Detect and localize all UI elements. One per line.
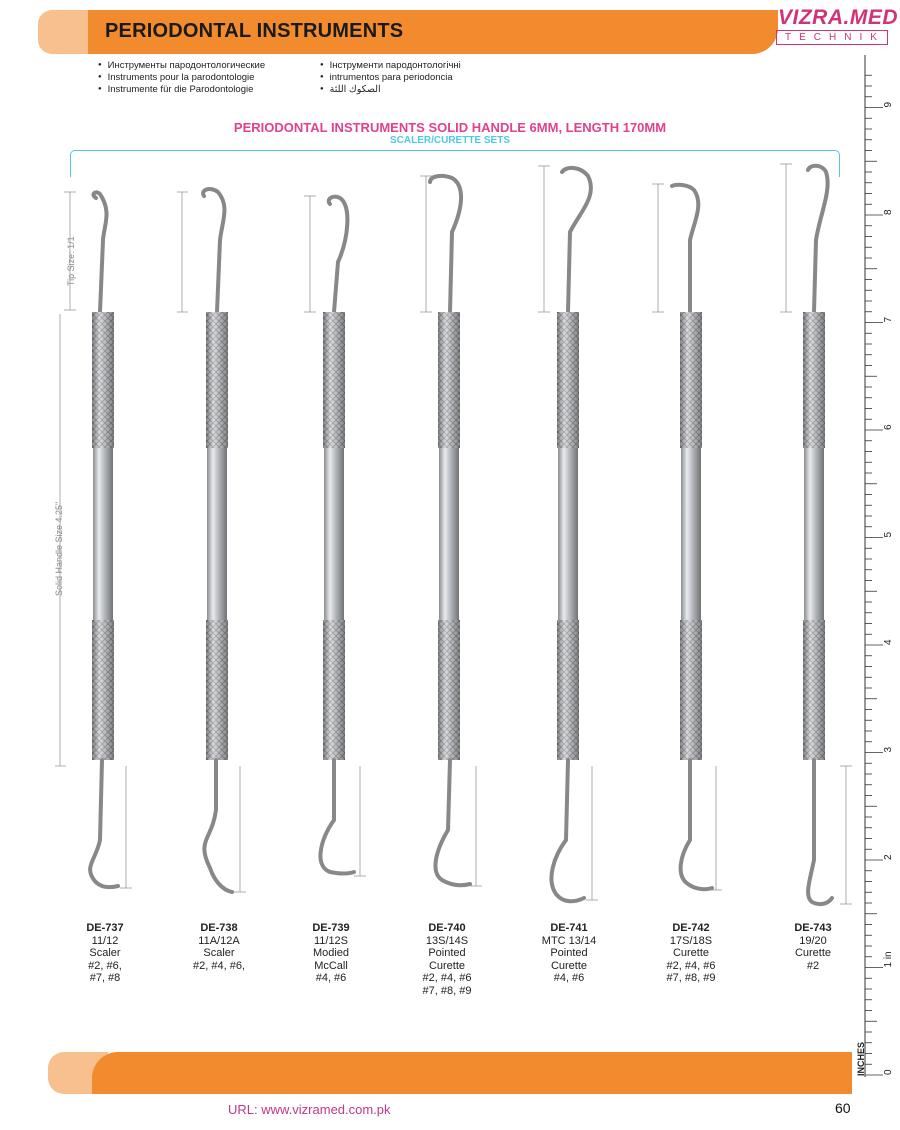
instrument-de-743 [780,164,852,904]
instrument-de-740 [420,176,482,886]
product-code: DE-743 [794,922,832,934]
product-code: DE-738 [200,922,238,934]
product-line: Scaler [203,947,235,959]
instrument-de-739 [304,196,366,876]
ruler-number: 2 [883,854,894,860]
logo-wordmark: VIZRA.MED [778,6,898,29]
product-code: DE-741 [550,922,588,934]
language-item-es: ● intrumentos para periodoncia [320,72,453,83]
instrument-de-738 [177,189,246,892]
product-code: DE-742 [672,922,710,934]
ruler-number: 1 in [883,951,894,968]
section-subtitle: SCALER/CURETTE SETS [389,135,510,146]
product-line: 11/12S [313,934,349,947]
product-line: #2, #4, #6 [422,972,472,984]
product-line: #7, #8, #9 [422,984,472,997]
inch-ruler [855,55,897,1085]
product-line: Pointed [428,947,466,959]
product-label-de-740 [402,922,492,997]
logo-subtitle: TECHNIK [776,30,888,45]
product-line: Scaler [89,947,121,959]
language-item-fr: ● Instruments pour la parodontologie [98,72,254,83]
product-line: Pointed [550,947,588,959]
footer-url[interactable]: URL: www.vizramed.com.pk [228,1102,391,1117]
language-item-ru: ● Инструменты пародонтологические [98,60,265,71]
product-line: Modied [312,947,350,959]
ruler-number: 5 [883,531,894,538]
product-label-de-743 [768,922,858,972]
page-title: PERIODONTAL INSTRUMENTS [105,20,404,42]
instrument-de-742 [652,184,722,890]
product-label-de-737 [60,922,150,985]
ruler-unit-label: INCHES [856,1041,866,1076]
product-label-de-739 [286,922,376,985]
product-line: 11/12 [91,934,119,947]
product-line: #2, #4, #6 [666,959,716,972]
product-line: #7, #8 [89,972,121,984]
ruler-number: 4 [883,639,894,645]
product-line: Curette [794,947,832,959]
language-item-uk: ● Інструменти пародонтологічні [320,60,461,71]
product-label-de-741 [524,922,614,985]
product-line: 11A/12A [198,934,240,947]
product-line: #2 [806,959,820,972]
product-line: #2, #6, [88,959,122,972]
product-code: DE-739 [312,922,350,934]
product-line: Curette [672,947,710,959]
ruler-number: 6 [883,424,894,430]
product-label-de-742 [646,922,736,985]
instrument-de-741 [538,166,598,901]
ruler-number: 9 [883,101,894,108]
product-line: #2, #4, #6, [193,959,245,972]
product-line: MTC 13/14 [541,934,597,947]
product-line: #7, #8, #9 [666,972,716,984]
tip-size-label: Tip Size: 1/1 [66,236,76,286]
product-line: #4, #6 [553,972,585,984]
product-line: 17S/18S [669,934,713,947]
product-line: Curette [428,959,466,972]
language-item-de: ● Instrumente für die Parodontologie [98,84,253,95]
product-line: #4, #6 [315,972,347,984]
instrument-de-737 [90,192,132,888]
page-number: 60 [835,1100,851,1116]
product-line: Curette [550,959,588,972]
product-code: DE-740 [428,922,466,934]
product-label-de-738 [174,922,264,972]
product-line: 19/20 [799,934,827,947]
handle-size-label: Solid Handle Size 4.25" [54,501,64,596]
section-title: PERIODONTAL INSTRUMENTS SOLID HANDLE 6MM, LENGTH 170MM [233,120,667,135]
footer-band [92,1052,852,1094]
product-code: DE-737 [86,922,124,934]
language-item-ar: ● الصكوك اللثة [320,84,381,95]
ruler-number: 0 [883,1069,894,1075]
product-line: 13S/14S [425,934,469,947]
ruler-number: 3 [883,746,894,753]
ruler-number: 8 [883,209,894,215]
product-line: McCall [314,959,348,972]
ruler-number: 7 [883,316,894,323]
